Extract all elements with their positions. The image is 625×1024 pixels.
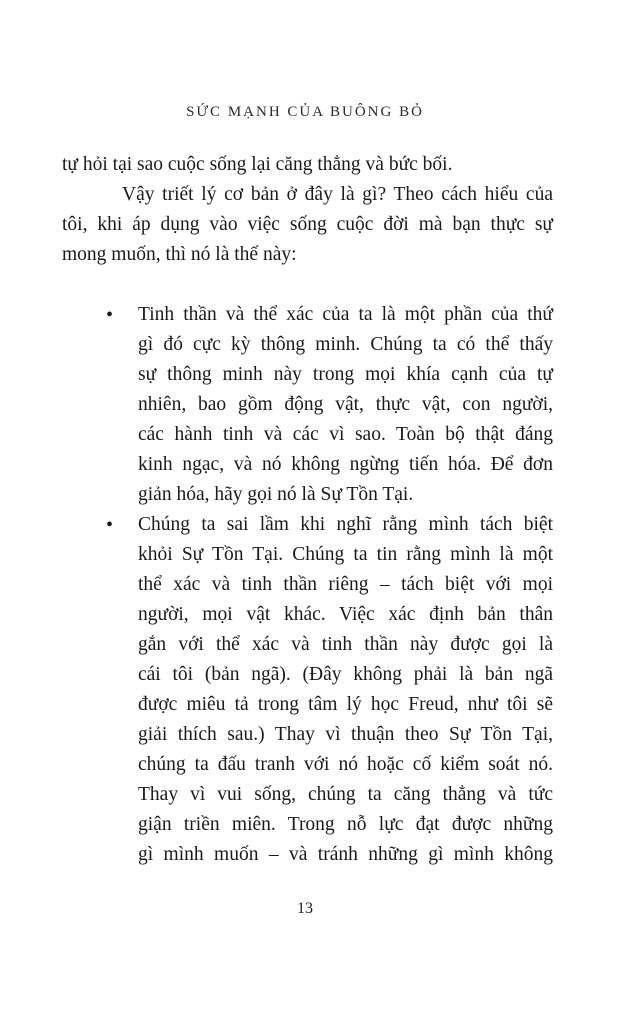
text-line: mong muốn, thì nó là thế này:: [62, 244, 297, 265]
text-line: các hành tinh và các vì sao. Toàn bộ thật đáng: [138, 424, 553, 445]
text-line: giải thích sau.) Thay vì thuận theo Sự Tồn Tại,: [138, 724, 553, 745]
text-line: người, mọi vật khác. Việc xác định bản thân: [138, 604, 553, 625]
text-line: tự hỏi tại sao cuộc sống lại căng thẳng và bức bối.: [62, 154, 453, 175]
bullet-icon: •: [106, 304, 114, 326]
text-line: kinh ngạc, và nó không ngừng tiến hóa. Để đơn: [138, 454, 553, 475]
text-line: Vậy triết lý cơ bản ở đây là gì? Theo cách hiểu của: [122, 184, 553, 205]
text-line: nhiên, bao gồm động vật, thực vật, con người,: [138, 394, 553, 415]
text-line: sự thông minh này trong mọi khía cạnh của tự: [138, 364, 553, 385]
page-number: 13: [297, 900, 313, 917]
running-header: SỨC MẠNH CỦA BUÔNG BỎ: [186, 104, 424, 120]
text-line: giản hóa, hãy gọi nó là Sự Tồn Tại.: [138, 484, 414, 505]
text-line: tôi, khi áp dụng vào việc sống cuộc đời mà bạn thực sự: [62, 214, 553, 235]
text-line: gì mình muốn – và tránh những gì mình không: [138, 844, 553, 865]
text-line: được miêu tả trong tâm lý học Freud, như tôi sẽ: [138, 694, 553, 715]
bullet-icon: •: [106, 514, 114, 536]
text-line: thể xác và tinh thần riêng – tách biệt với mọi: [138, 574, 553, 595]
text-line: gì đó cực kỳ thông minh. Chúng ta có thể thấy: [138, 334, 553, 355]
text-line: cái tôi (bản ngã). (Đây không phải là bản ngã: [138, 664, 553, 685]
text-line: khỏi Sự Tồn Tại. Chúng ta tin rằng mình là một: [138, 544, 553, 565]
text-line: gắn với thể xác và tinh thần này được gọi là: [138, 634, 553, 655]
text-line: Tinh thần và thể xác của ta là một phần của thứ: [138, 304, 553, 325]
text-line: Chúng ta sai lầm khi nghĩ rằng mình tách biệt: [138, 514, 553, 535]
text-line: Thay vì vui sống, chúng ta căng thẳng và tức: [138, 784, 553, 805]
text-line: giận triền miên. Trong nỗ lực đạt được những: [138, 814, 553, 835]
text-line: chúng ta đấu tranh với nó hoặc cố kiểm soát nó.: [138, 754, 553, 775]
